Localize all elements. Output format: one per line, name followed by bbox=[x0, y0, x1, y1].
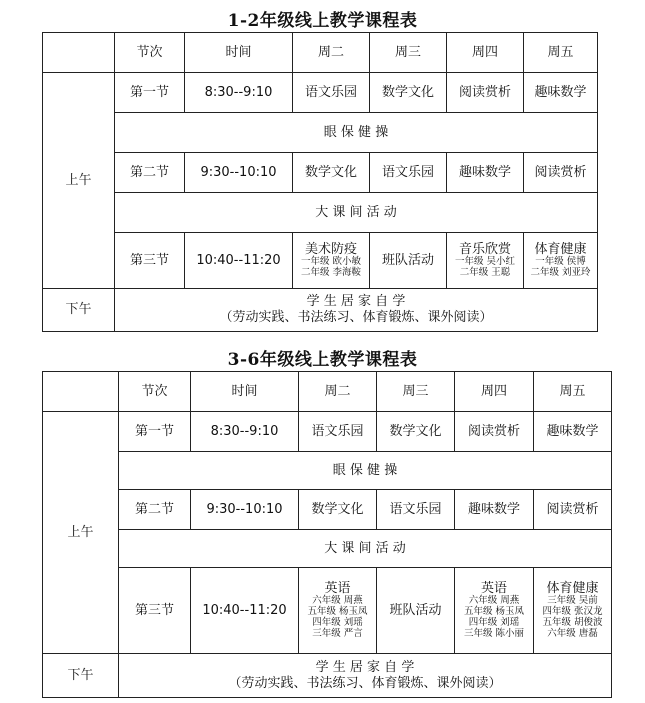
period-time: 9:30--10:10 bbox=[191, 490, 299, 530]
period-time: 10:40--11:20 bbox=[191, 568, 299, 654]
big-break-row bbox=[43, 530, 612, 568]
course-teacher: 三年级 陈小丽 bbox=[463, 628, 525, 640]
wednesday-subject: 语文乐园 bbox=[377, 490, 455, 530]
tuesday-subject: 数学文化 bbox=[299, 490, 377, 530]
course-teacher: 四年级 刘瑶 bbox=[468, 617, 520, 629]
course-teacher: 四年级 刘瑶 bbox=[312, 617, 363, 629]
wednesday-subject: 数学文化 bbox=[377, 412, 455, 452]
wednesday-subject: 语文乐园 bbox=[370, 153, 447, 193]
period-1-row bbox=[43, 73, 598, 113]
header-tuesday: 周二 bbox=[299, 372, 377, 412]
course-teacher: 五年级 杨玉凤 bbox=[307, 606, 368, 618]
schedule-1-table bbox=[42, 32, 598, 332]
wednesday-subject: 数学文化 bbox=[370, 73, 447, 113]
course-teacher: 三年级 吴前 bbox=[547, 595, 598, 607]
period-time: 8:30--9:10 bbox=[191, 412, 299, 452]
eye-exercise-row bbox=[43, 452, 612, 490]
course-teacher: 一年级 吴小红 bbox=[454, 256, 516, 268]
period-3-row bbox=[43, 568, 612, 654]
tuesday-subject: 语文乐园 bbox=[293, 73, 370, 113]
period-time: 8:30--9:10 bbox=[185, 73, 293, 113]
eye-exercise: 眼 保 健 操 bbox=[119, 452, 612, 490]
course-teacher: 一年级 欧小敏 bbox=[300, 256, 362, 268]
schedule-2-table bbox=[42, 371, 612, 698]
period-name: 第一节 bbox=[119, 412, 191, 452]
period-2-row bbox=[43, 153, 598, 193]
afternoon-row bbox=[43, 654, 612, 698]
course-subject: 英语 bbox=[324, 580, 351, 596]
header-wednesday: 周三 bbox=[377, 372, 455, 412]
tuesday-course bbox=[299, 568, 377, 654]
period-name: 第二节 bbox=[115, 153, 185, 193]
period-name: 第三节 bbox=[115, 233, 185, 289]
course-teacher: 二年级 刘亚玲 bbox=[530, 267, 591, 279]
eye-exercise: 眼 保 健 操 bbox=[115, 113, 598, 153]
thursday-course bbox=[455, 568, 534, 654]
afternoon-label: 下午 bbox=[43, 654, 119, 698]
header-row bbox=[43, 33, 598, 73]
self-study: 学 生 居 家 自 学 bbox=[306, 294, 406, 310]
afternoon-row bbox=[43, 289, 598, 332]
course-subject: 美术防疫 bbox=[304, 241, 357, 257]
header-row bbox=[43, 372, 612, 412]
wednesday-subject: 班队活动 bbox=[377, 568, 455, 654]
course-teacher: 六年级 周燕 bbox=[468, 595, 520, 607]
corner-cell bbox=[43, 33, 115, 73]
period-3-row bbox=[43, 233, 598, 289]
period-2-row bbox=[43, 490, 612, 530]
afternoon-label: 下午 bbox=[43, 289, 115, 332]
course-teacher: 六年级 唐磊 bbox=[547, 628, 598, 640]
morning-label: 上午 bbox=[43, 412, 119, 654]
big-break: 大 课 间 活 动 bbox=[119, 530, 612, 568]
friday-subject: 趣味数学 bbox=[534, 412, 612, 452]
period-time: 9:30--10:10 bbox=[185, 153, 293, 193]
course-teacher: 三年级 严言 bbox=[312, 628, 363, 640]
period-time: 10:40--11:20 bbox=[185, 233, 293, 289]
thursday-subject: 阅读赏析 bbox=[447, 73, 524, 113]
tuesday-course bbox=[293, 233, 370, 289]
period-name: 第一节 bbox=[115, 73, 185, 113]
header-period: 节次 bbox=[115, 33, 185, 73]
period-1-row bbox=[43, 412, 612, 452]
self-study-cell bbox=[115, 289, 598, 332]
course-teacher: 一年级 侯博 bbox=[535, 256, 586, 268]
period-name: 第三节 bbox=[119, 568, 191, 654]
header-time: 时间 bbox=[191, 372, 299, 412]
morning-label: 上午 bbox=[43, 73, 115, 289]
course-teacher: 五年级 胡俊波 bbox=[542, 617, 603, 629]
friday-course bbox=[534, 568, 612, 654]
course-subject: 体育健康 bbox=[546, 580, 599, 596]
schedule-2-title: 3-6年级线上教学课程表 bbox=[227, 350, 418, 370]
period-name: 第二节 bbox=[119, 490, 191, 530]
header-period: 节次 bbox=[119, 372, 191, 412]
thursday-subject: 趣味数学 bbox=[455, 490, 534, 530]
wednesday-subject: 班队活动 bbox=[370, 233, 447, 289]
schedule-1-title: 1-2年级线上教学课程表 bbox=[227, 11, 418, 31]
friday-subject: 趣味数学 bbox=[524, 73, 598, 113]
thursday-subject: 阅读赏析 bbox=[455, 412, 534, 452]
header-friday: 周五 bbox=[534, 372, 612, 412]
thursday-course bbox=[447, 233, 524, 289]
course-teacher: 二年级 王聪 bbox=[459, 267, 511, 279]
friday-subject: 阅读赏析 bbox=[534, 490, 612, 530]
thursday-subject: 趣味数学 bbox=[447, 153, 524, 193]
header-thursday: 周四 bbox=[447, 33, 524, 73]
course-subject: 音乐欣赏 bbox=[458, 241, 511, 257]
self-study-detail: （劳动实践、书法练习、体育锻炼、课外阅读） bbox=[228, 675, 502, 691]
header-wednesday: 周三 bbox=[370, 33, 447, 73]
friday-course bbox=[524, 233, 598, 289]
eye-exercise-row bbox=[43, 113, 598, 153]
self-study-detail: （劳动实践、书法练习、体育锻炼、课外阅读） bbox=[219, 310, 493, 325]
self-study-cell bbox=[119, 654, 612, 698]
course-subject: 英语 bbox=[480, 580, 507, 596]
header-friday: 周五 bbox=[524, 33, 598, 73]
tuesday-subject: 语文乐园 bbox=[299, 412, 377, 452]
course-teacher: 二年级 李海鞍 bbox=[300, 267, 362, 279]
self-study: 学 生 居 家 自 学 bbox=[315, 659, 415, 675]
course-subject: 体育健康 bbox=[534, 241, 587, 257]
course-teacher: 四年级 张汉龙 bbox=[542, 606, 603, 618]
course-teacher: 六年级 周燕 bbox=[312, 595, 363, 607]
tuesday-subject: 数学文化 bbox=[293, 153, 370, 193]
corner-cell bbox=[43, 372, 119, 412]
header-tuesday: 周二 bbox=[293, 33, 370, 73]
header-thursday: 周四 bbox=[455, 372, 534, 412]
big-break: 大 课 间 活 动 bbox=[115, 193, 598, 233]
big-break-row bbox=[43, 193, 598, 233]
course-teacher: 五年级 杨玉凤 bbox=[463, 606, 525, 618]
friday-subject: 阅读赏析 bbox=[524, 153, 598, 193]
header-time: 时间 bbox=[185, 33, 293, 73]
